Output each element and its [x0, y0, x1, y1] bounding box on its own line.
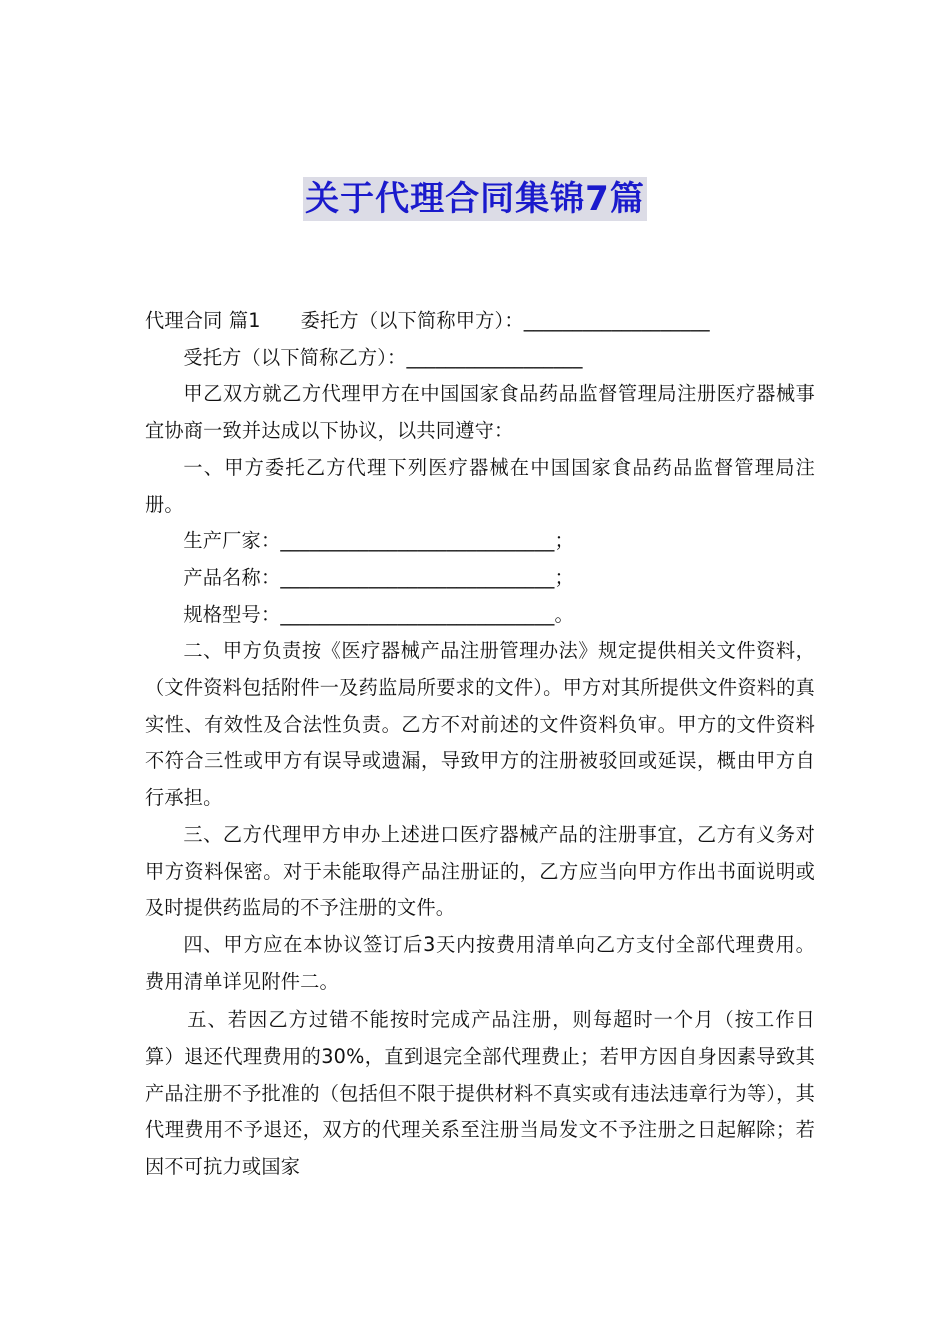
- paragraph-4: 一、甲方委托乙方代理下列医疗器械在中国国家食品药品监督管理局注册。: [145, 455, 815, 516]
- paragraph-2: 受托方（以下简称乙方）：__________________: [183, 345, 583, 369]
- paragraph-11: 五、若因乙方过错不能按时完成产品注册，则每超时一个月（按工作日算）退还代理费用的30%，直到退完全部代理费止；若甲方因自身因素导致其产品注册不予批准的（包括但不限于提供材料不真实或有违法违章行为等），其代理费用不予退还，双方的代理关系至注册当局发文不予注册之日起解除；若因不可抗力或国家: [145, 1008, 815, 1179]
- paragraph-6: 产品名称：____________________________；: [183, 565, 574, 589]
- paragraph-1-text: 委托方（以下简称甲方）：___________________: [300, 309, 710, 332]
- paragraph-3: 甲乙双方就乙方代理甲方在中国国家食品药品监督管理局注册医疗器械事宜协商一致并达成以下协议，以共同遵守：: [145, 382, 815, 443]
- document-body: [145, 303, 815, 1186]
- paragraph-1: [145, 303, 815, 340]
- paragraph-8: 二、甲方负责按《医疗器械产品注册管理办法》规定提供相关文件资料，（文件资料包括附件一及药监局所要求的文件）。甲方对其所提供文件资料的真实性、有效性及合法性负责。乙方不对前述的文件资料负审。甲方的文件资料不符合三性或甲方有误导或遗漏，导致甲方的注册被驳回或延误，概由甲方自行承担。: [145, 639, 815, 810]
- document-title: [0, 177, 950, 221]
- paragraph-9: 三、乙方代理甲方申办上述进口医疗器械产品的注册事宜，乙方有义务对甲方资料保密。对于未能取得产品注册证的，乙方应当向甲方作出书面说明或及时提供药监局的不予注册的文件。: [145, 822, 815, 920]
- paragraph-7: 规格型号：____________________________。: [183, 602, 574, 626]
- document-title-text: 关于代理合同集锦7篇: [305, 179, 645, 219]
- paragraph-10: 四、甲方应在本协议签订后3天内按费用清单向乙方支付全部代理费用。费用清单详见附件二。: [145, 932, 815, 993]
- section-heading: 代理合同 篇1: [145, 309, 261, 332]
- paragraph-5: 生产厂家：____________________________；: [183, 529, 574, 553]
